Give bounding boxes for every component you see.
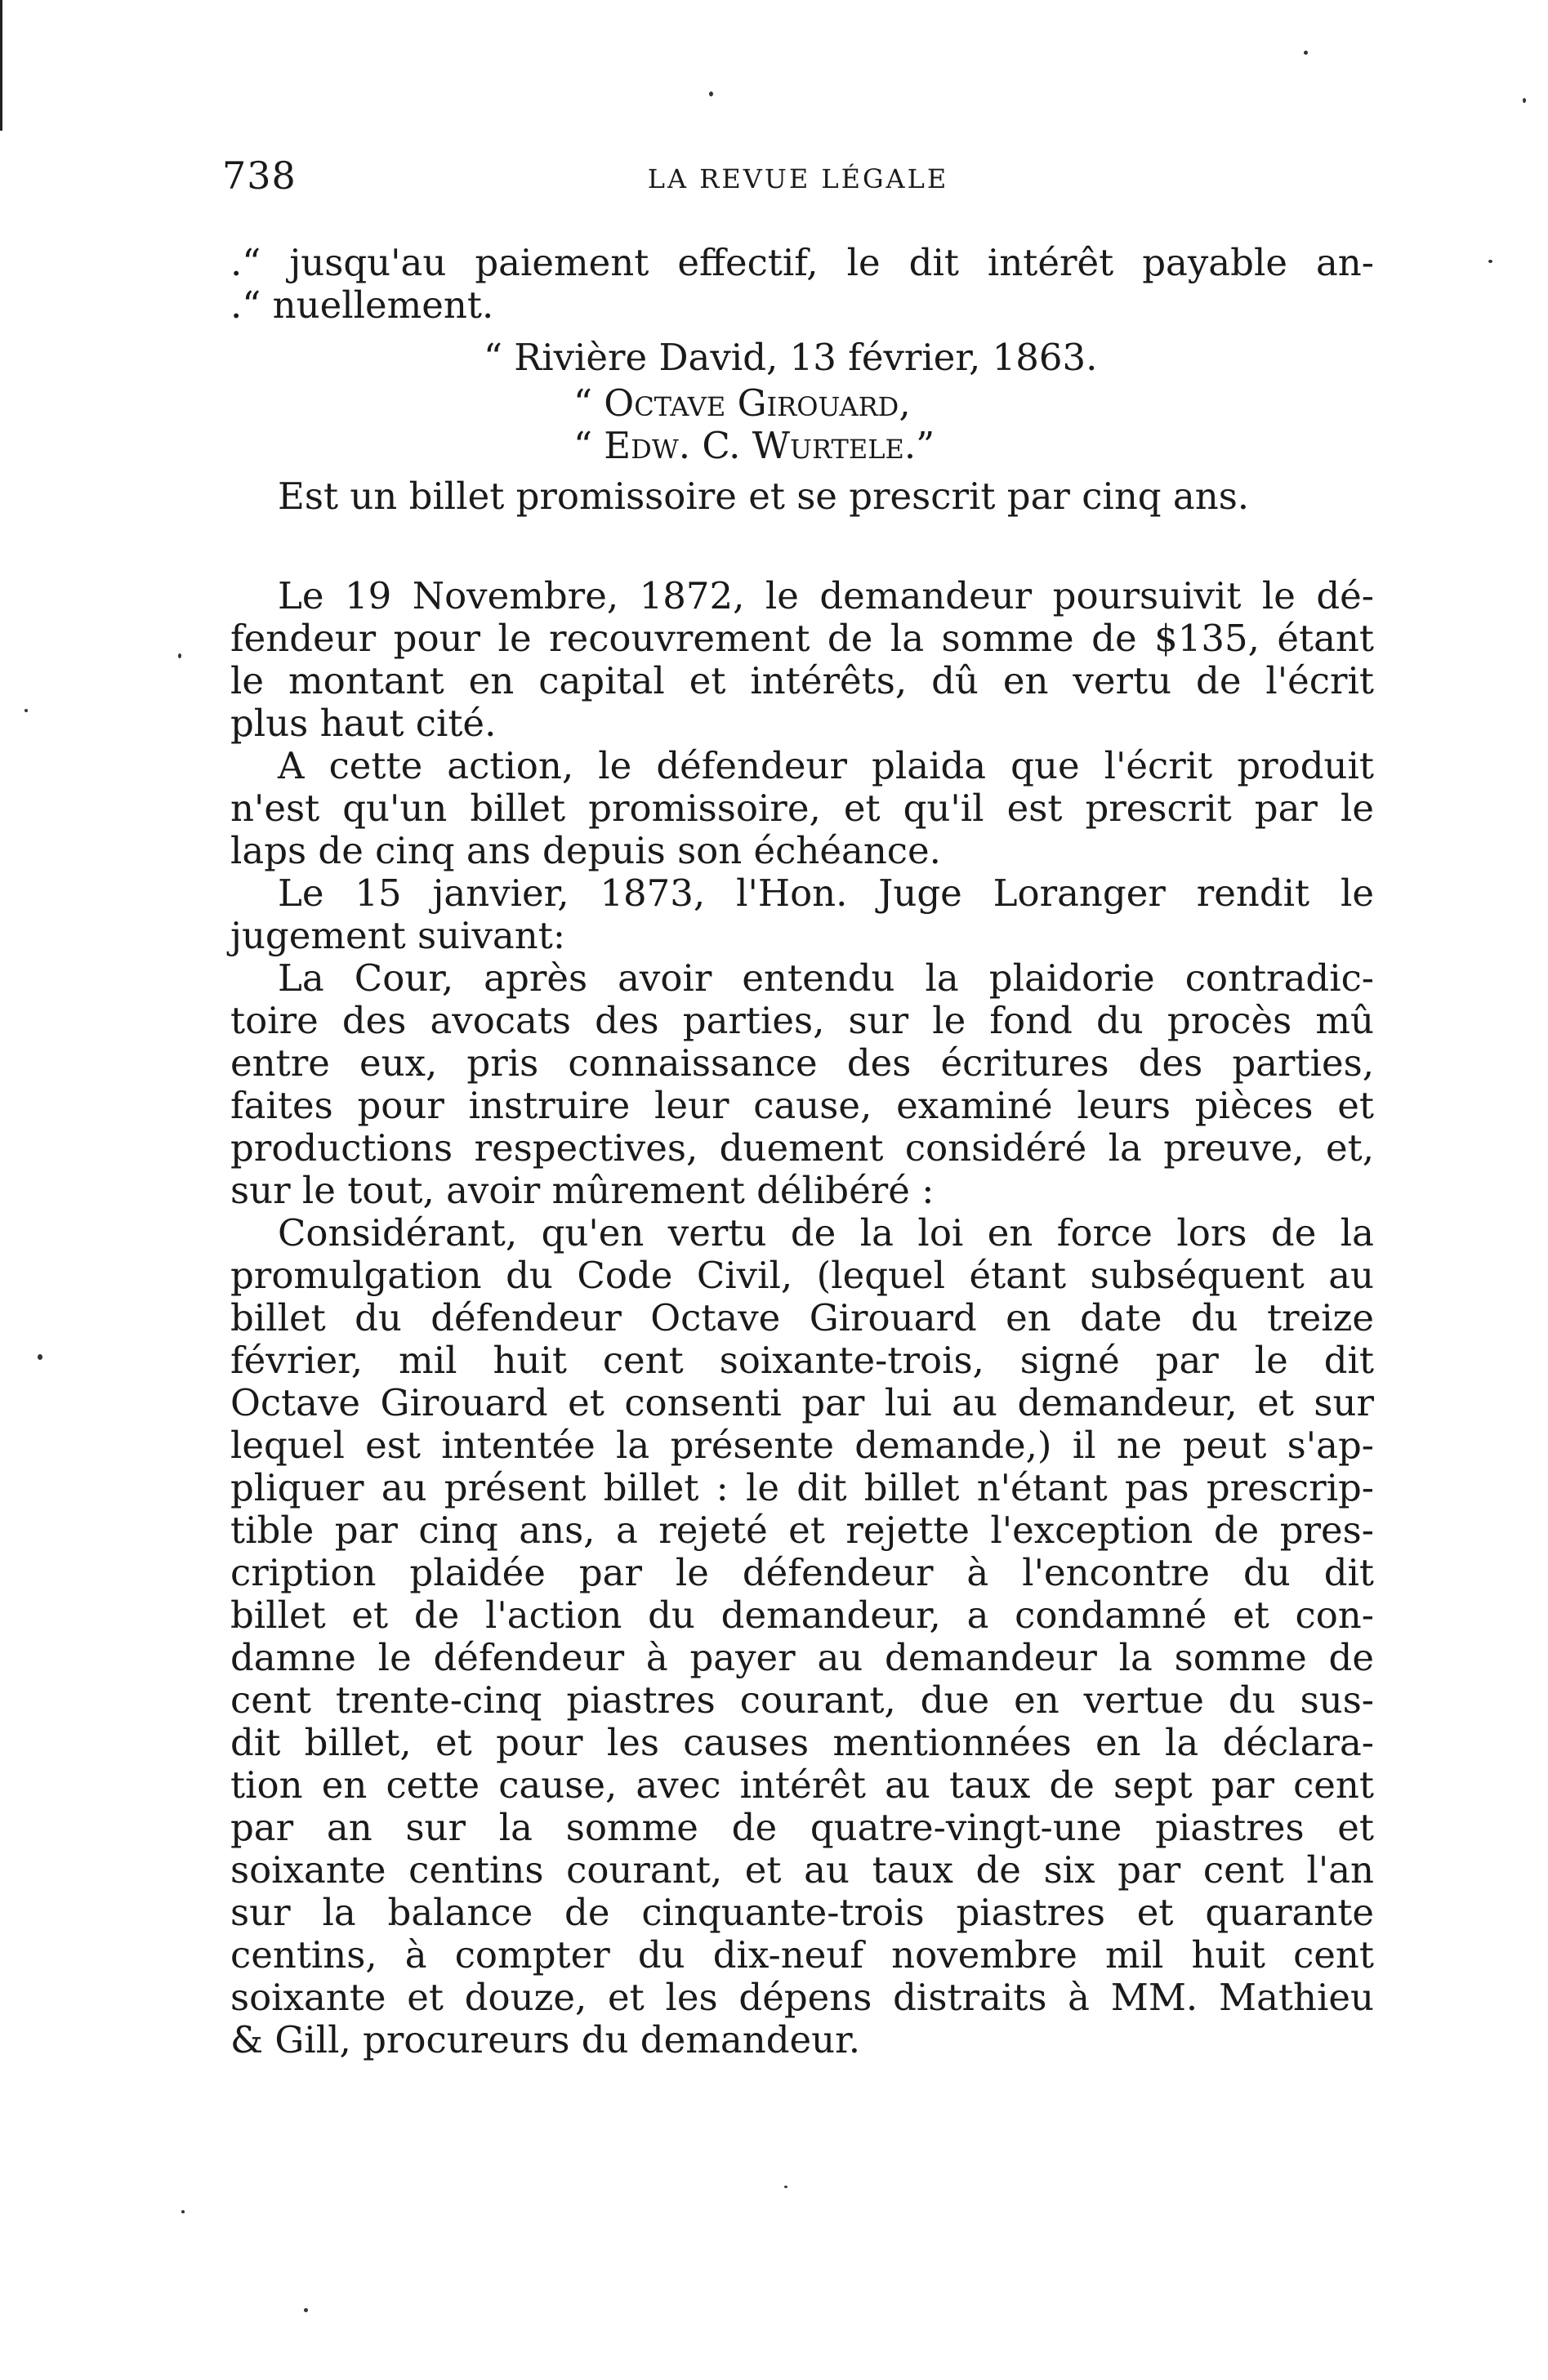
scan-speck bbox=[304, 2308, 308, 2312]
paragraph-line: par an sur la somme de quatre-vingt-une piastres et bbox=[230, 1806, 1374, 1849]
heading-line: Est un billet promissoire et se prescrit par cinq ans. bbox=[278, 475, 1250, 518]
paragraph-line: tible par cinq ans, a rejeté et rejette l'exception de pres- bbox=[230, 1509, 1374, 1552]
scan-speck bbox=[1304, 51, 1308, 55]
paragraph-line: faites pour instruire leur cause, examiné leurs pièces et bbox=[230, 1084, 1374, 1127]
paragraph-line: La Cour, après avoir entendu la plaidorie contradic- bbox=[278, 956, 1374, 1000]
text-line: .“ nuellement. bbox=[230, 283, 494, 327]
paragraph-line: sur le tout, avoir mûrement délibéré : bbox=[230, 1169, 935, 1212]
paragraph-line: centins, à compter du dix-neuf novembre mil huit cent bbox=[230, 1933, 1374, 1977]
running-title: LA REVUE LÉGALE bbox=[647, 163, 949, 194]
paragraph-line: soixante et douze, et les dépens distraits à MM. Mathieu bbox=[230, 1976, 1374, 2019]
scan-speck bbox=[25, 709, 28, 712]
scan-speck bbox=[709, 91, 713, 96]
paragraph-line: Le 19 Novembre, 1872, le demandeur poursuivit le dé- bbox=[278, 574, 1374, 617]
signatory-line: “ Octave Girouard, bbox=[573, 381, 911, 425]
paragraph-line: promulgation du Code Civil, (lequel étant subséquent au bbox=[230, 1254, 1374, 1297]
paragraph-line: février, mil huit cent soixante-trois, signé par le dit bbox=[230, 1339, 1374, 1382]
page-header bbox=[222, 154, 1374, 203]
paragraph-line: billet du défendeur Octave Girouard en date du treize bbox=[230, 1296, 1374, 1339]
paragraph-line: pliquer au présent billet : le dit billet n'étant pas prescrip- bbox=[230, 1466, 1374, 1509]
scan-speck bbox=[784, 2186, 787, 2188]
paragraph-line: billet et de l'action du demandeur, a condamné et con- bbox=[230, 1593, 1374, 1637]
signatory-line: “ Edw. C. Wurtele.” bbox=[573, 424, 935, 467]
paragraph-line: & Gill, procureurs du demandeur. bbox=[230, 2018, 861, 2061]
scan-edge-line bbox=[0, 0, 2, 131]
paragraph-line: plus haut cité. bbox=[230, 702, 497, 745]
paragraph-line: toire des avocats des parties, sur le fond du procès mû bbox=[230, 999, 1374, 1042]
paragraph-line: Octave Girouard et consenti par lui au demandeur, et sur bbox=[230, 1381, 1374, 1424]
page-number: 738 bbox=[222, 154, 297, 198]
scan-speck bbox=[178, 653, 181, 658]
paragraph-line: damne le défendeur à payer au demandeur la somme de bbox=[230, 1636, 1374, 1679]
paragraph-line: lequel est intentée la présente demande,) il ne peut s'ap- bbox=[230, 1424, 1374, 1467]
scan-speck bbox=[38, 1354, 42, 1360]
paragraph-line: le montant en capital et intérêts, dû en vertu de l'écrit bbox=[230, 659, 1374, 702]
paragraph-line: Considérant, qu'en vertu de la loi en force lors de la bbox=[278, 1211, 1374, 1255]
paragraph-line: tion en cette cause, avec intérêt au taux de sept par cent bbox=[230, 1763, 1374, 1807]
paragraph-line: entre eux, pris connaissance des écritures des parties, bbox=[230, 1041, 1374, 1085]
paragraph-line: Le 15 janvier, 1873, l'Hon. Juge Loranger rendit le bbox=[278, 871, 1374, 915]
paragraph-line: dit billet, et pour les causes mentionnées en la déclara- bbox=[230, 1721, 1374, 1764]
text-line: .“ jusqu'au paiement effectif, le dit intérêt payable an- bbox=[230, 241, 1374, 284]
paragraph-line: fendeur pour le recouvrement de la somme de $135, étant bbox=[230, 617, 1374, 660]
paragraph-line: laps de cinq ans depuis son échéance. bbox=[230, 829, 941, 872]
paragraph-line: sur la balance de cinquante-trois piastres et quarante bbox=[230, 1891, 1374, 1934]
paragraph-line: n'est qu'un billet promissoire, et qu'il est prescrit par le bbox=[230, 787, 1374, 830]
signature-place-date: “ Rivière David, 13 février, 1863. bbox=[484, 336, 1098, 379]
scan-speck bbox=[181, 2210, 185, 2213]
paragraph-line: cent trente-cinq piastres courant, due en vertue du sus- bbox=[230, 1678, 1374, 1722]
paragraph-line: jugement suivant: bbox=[230, 914, 565, 957]
paragraph-line: A cette action, le défendeur plaida que l'écrit produit bbox=[278, 744, 1374, 787]
scan-speck bbox=[1488, 260, 1492, 263]
paragraph-line: productions respectives, duement considéré la preuve, et, bbox=[230, 1126, 1374, 1170]
scan-speck bbox=[1523, 98, 1526, 103]
paragraph-line: cription plaidée par le défendeur à l'encontre du dit bbox=[230, 1551, 1374, 1594]
paragraph-line: soixante centins courant, et au taux de six par cent l'an bbox=[230, 1848, 1374, 1892]
